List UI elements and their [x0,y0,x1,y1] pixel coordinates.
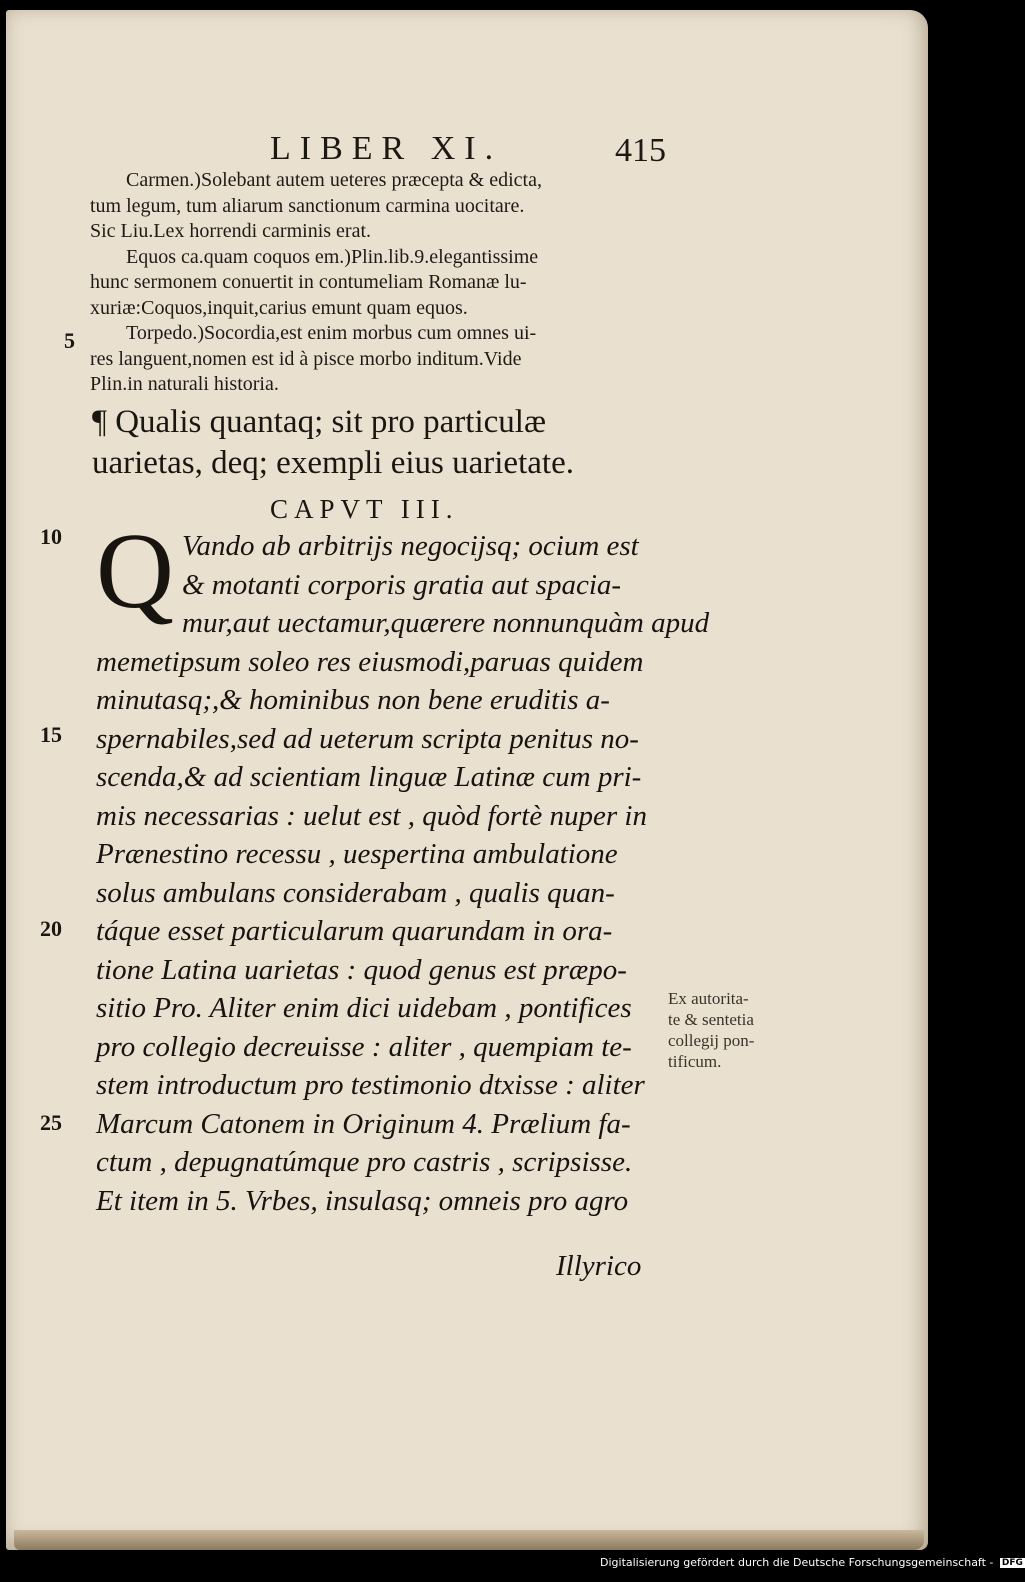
text-line: Marcum Catonem in Originum 4. Prælium fa- [96,1107,631,1140]
text-line: & motanti corporis gratia aut spacia- [182,568,622,601]
note-line: tum legum, tum aliarum sanctionum carmina uocitare. [90,194,525,217]
text-line: Vando ab arbitrijs negocijsq; ocium est [182,530,639,562]
drop-initial: Q [96,512,174,631]
text-line: Et item in 5. Vrbes, insulasq; omneis pro agro [96,1184,629,1217]
heading-line: ¶ Qualis quantaq; sit pro particulæ [92,404,546,440]
margin-note [668,988,818,1072]
text-line: spernabiles,sed ad ueterum scripta penitus no- [96,722,639,755]
page-header [270,122,690,172]
margin-note-line: Ex autorita- [668,989,749,1008]
digitization-credit [600,1556,1023,1574]
text-line: ctum , depugnatúmque pro castris , scripsisse. [96,1146,633,1178]
note-line: Carmen.)Solebant autem ueteres præcepta & edicta, [126,169,542,191]
text-line: scenda,& ad scientiam linguæ Latinæ cum pri- [96,761,642,793]
note-line: Torpedo.)Socordia,est enim morbus cum omnes ui- [126,322,537,344]
page-number: 415 [615,132,666,169]
text-line: memetipsum soleo res eiusmodi,paruas quidem [96,645,644,678]
line-number: 25 [40,1110,62,1135]
text-line: tione Latina uarietas : quod genus est præpo- [96,953,627,986]
commentary-notes [90,168,680,398]
note-line: Plin.in naturali historia. [90,373,279,395]
note-line: hunc sermonem conuertit in contumeliam Romanæ lu- [90,271,527,293]
text-line: stem introductum pro testimonio dtxisse : aliter [96,1069,645,1101]
text-line: mur,aut uectamur,quærere nonnunquàm apud [182,607,710,639]
heading-line: uarietas, deq; exempli eius uarietate. [92,445,574,481]
line-number: 15 [40,722,62,747]
text-line: Prænestino recessu , uespertina ambulatione [96,838,618,870]
section-heading [92,402,692,484]
line-number: 5 [64,328,75,353]
text-line: pro collegio decreuisse : aliter , quempiam te- [96,1030,632,1063]
text-line: mis necessarias : uelut est , quòd fortè nuper in [96,799,647,832]
text-line: solus ambulans considerabam , qualis quan- [96,876,615,909]
margin-note-line: tificum. [668,1052,722,1071]
page-edge [14,1530,924,1550]
note-line: res languent,nomen est id à pisce morbo inditum.Vide [90,347,522,370]
text-line: táque esset particularum quarundam in ora- [96,915,613,947]
credit-text: Digitalisierung gefördert durch die Deutsche Forschungsgemeinschaft - [600,1556,994,1569]
note-torpedo [90,321,680,398]
note-line: Equos ca.quam coquos em.)Plin.lib.9.elegantissime [126,245,539,268]
chapter-title: CAPVT III. [270,494,459,524]
line-number: 20 [40,916,62,941]
line-number: 10 [40,524,62,549]
note-line: Sic Liu.Lex horrendi carminis erat. [90,220,372,242]
running-head: LIBER XI. [270,130,503,167]
note-equos [90,245,680,322]
margin-note-line: te & sentetia [668,1010,754,1029]
catchword: Illyrico [556,1250,642,1282]
text-line: sitio Pro. Aliter enim dici uidebam , pontifices [96,992,632,1024]
note-line: xuriæ:Coquos,inquit,carius emunt quam equos. [90,296,468,319]
margin-note-line: collegij pon- [668,1031,755,1050]
dfg-logo-icon: DFG [1001,1558,1023,1568]
text-line: minutasq;,& hominibus non bene eruditis a- [96,684,610,716]
note-carmen [90,168,680,245]
